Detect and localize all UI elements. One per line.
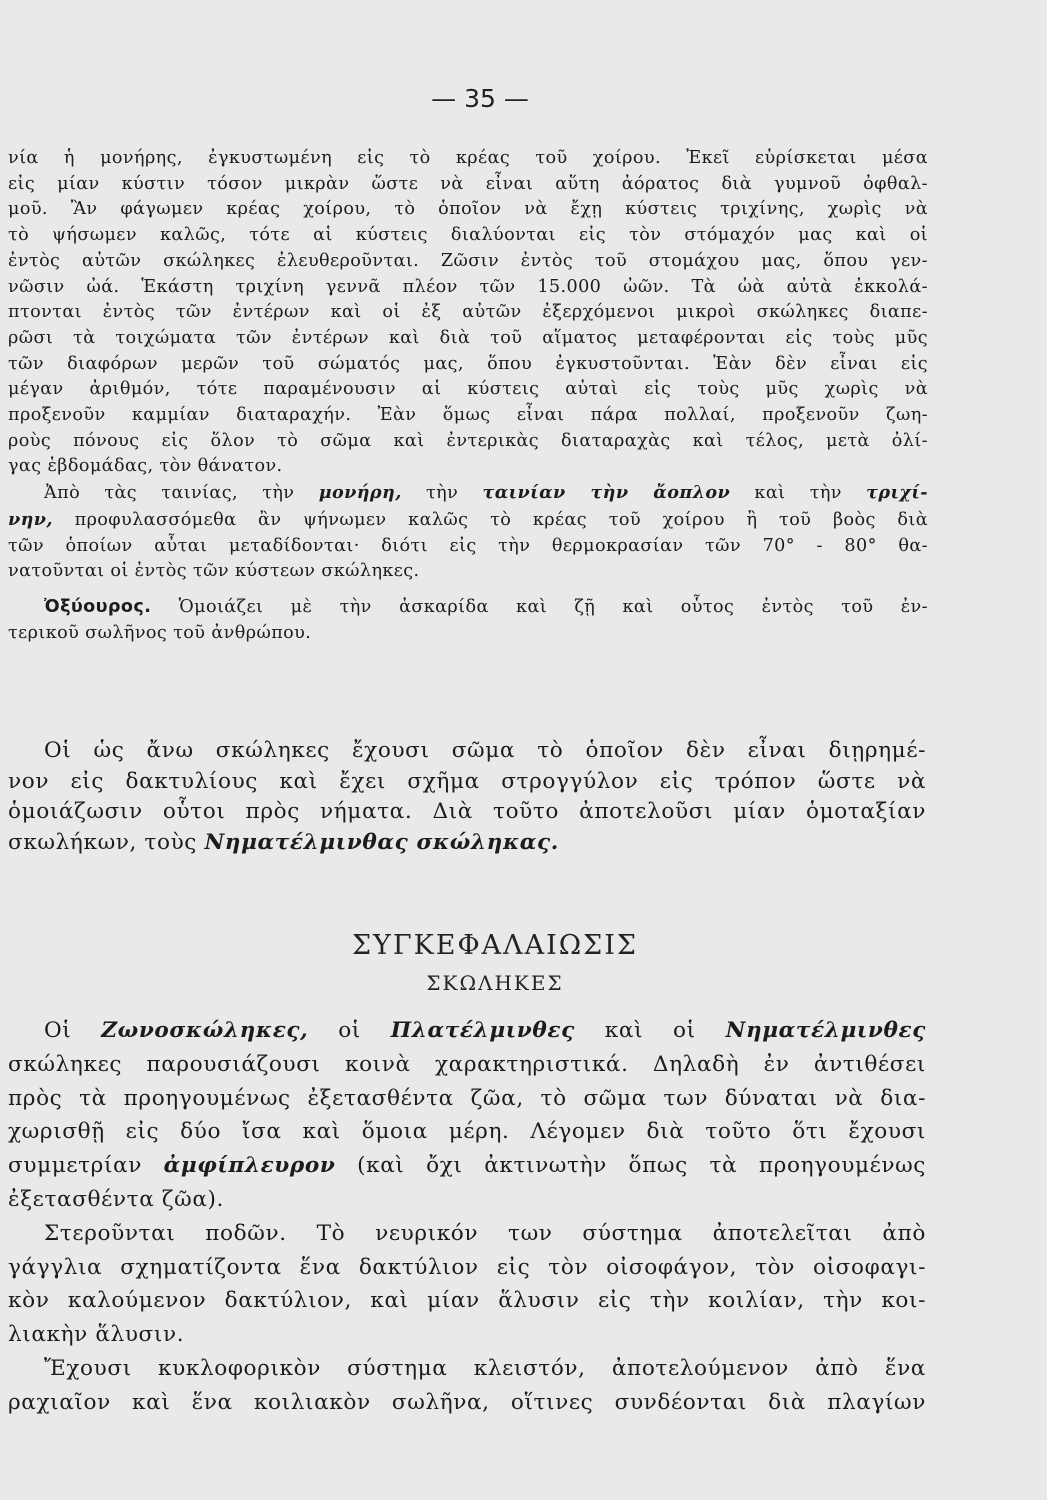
text-run: τὸ ψήσωμεν καλῶς, τότε αἱ κύστεις διαλύονται εἰς τὸν στόμαχόν μας καὶ οἱ — [8, 225, 928, 246]
text-line — [8, 559, 928, 585]
section-heading: ΣΥΓΚΕΦΑΛΑΙΩΣΙΣ — [351, 930, 639, 961]
text-run: Οἱ ὡς ἄνω σκώληκες ἔχουσι σῶμα τὸ ὁποῖον δὲν εἶναι διῃρημέ- — [44, 738, 926, 763]
text-run: καὶ τὴν — [730, 483, 867, 504]
text-run: προφυλασσόμεθα ἂν ψήνωμεν καλῶς τὸ κρέας τοῦ χοίρου ἢ τοῦ βοὸς διὰ — [52, 509, 928, 530]
text-run: μοῦ. Ἂν φάγωμεν κρέας χοίρου, τὸ ὁποῖον νὰ ἔχῃ κύστεις τριχίνης, χωρὶς νὰ — [8, 199, 928, 220]
emphasized-term: Πλατέλμινθες — [390, 1018, 575, 1043]
text-run: γας ἑβδομάδας, τὸν θάνατον. — [8, 456, 283, 477]
text-line — [8, 326, 928, 352]
text-run: εἰς μίαν κύστιν τόσον μικρὰν ὥστε νὰ εἶναι αὕτη ἀόρατος διὰ γυμνοῦ ὀφθαλ- — [8, 173, 928, 194]
text-run: (καὶ ὄχι ἀκτινωτὴν ὅπως τὰ προηγουμένως — [335, 1153, 926, 1179]
text-run: τῶν διαφόρων μερῶν τοῦ σώματός μας, ὅπου ἐγκυστοῦνται. Ἐὰν δὲν εἶναι εἰς — [8, 353, 928, 374]
text-line — [8, 1217, 926, 1251]
text-line — [8, 377, 928, 403]
emphasized-term: μονήρη, — [318, 482, 402, 504]
text-run: προξενοῦν καμμίαν διαταραχήν. Ἐὰν ὅμως εἶναι πάρα πολλαί, προξενοῦν ζωη- — [8, 405, 928, 426]
text-run: ὁμοιάζωσιν οὗτοι πρὸς νήματα. Διὰ τοῦτο ἀποτελοῦσι μίαν ὁμοταξίαν — [8, 799, 926, 825]
text-run: συμμετρίαν — [8, 1153, 164, 1179]
paragraph-nematodes — [8, 736, 926, 858]
emphasized-term: Ζωνοσκώληκες, — [101, 1018, 309, 1043]
text-line — [8, 1048, 926, 1082]
text-run: πτονται ἐντὸς τῶν ἐντέρων καὶ οἱ ἐξ αὐτῶν ἐξερχόμενοι μικροὶ σκώληκες διαπε- — [8, 302, 928, 323]
text-line — [8, 454, 928, 480]
text-run: τὴν — [401, 483, 483, 504]
text-line — [8, 1352, 926, 1386]
text-line — [8, 767, 926, 798]
text-run: ραχιαῖον καὶ ἕνα κοιλιακὸν σωλῆνα, οἵτινες συνδέονται διὰ πλαγίων — [8, 1389, 926, 1415]
text-run: Ἔχουσι κυκλοφορικὸν σύστημα κλειστόν, ἀποτελούμενον ἀπὸ ἕνα — [44, 1355, 926, 1381]
text-line — [8, 223, 928, 249]
summary-paragraphs — [8, 1014, 926, 1420]
text-run: Οἱ — [44, 1018, 102, 1043]
text-line — [8, 507, 928, 534]
text-line — [8, 621, 928, 647]
emphasized-term: Νηματέλμινθες — [725, 1018, 926, 1043]
blank-line — [8, 585, 928, 595]
emphasized-term: τριχί- — [866, 482, 928, 504]
text-run: κὸν καλούμενον δακτύλιον, καὶ μίαν ἅλυσιν εἰς τὴν κοιλίαν, τὴν κοι- — [8, 1288, 926, 1314]
text-line — [8, 736, 926, 767]
text-line — [8, 300, 928, 326]
text-run: πρὸς τὰ προηγουμένως ἐξετασθέντα ζῶα, τὸ σῶμα των δύναται νὰ δια- — [8, 1085, 926, 1111]
text-line — [8, 1318, 926, 1352]
text-line — [8, 429, 928, 455]
text-line — [8, 1014, 926, 1048]
text-run: οἱ — [308, 1018, 391, 1043]
text-line — [8, 1183, 926, 1217]
text-run: ἐξετασθέντα ζῶα). — [8, 1186, 225, 1212]
page-number: — 35 — — [431, 84, 529, 113]
text-run: σκώληκες παρουσιάζουσι κοινὰ χαρακτηριστικά. Δηλαδὴ ἐν ἀντιθέσει — [8, 1051, 926, 1077]
emphasized-term: ταινίαν τὴν ἄοπλον — [482, 482, 731, 504]
text-run: ρῶσι τὰ τοιχώματα τῶν ἐντέρων καὶ διὰ τοῦ αἵματος μεταφέρονται εἰς τοὺς μῦς — [8, 327, 928, 348]
text-line — [8, 146, 928, 172]
text-run: ροὺς πόνους εἰς ὅλον τὸ σῶμα καὶ ἐντερικὰς διαταραχὰς καὶ τέλος, μετὰ ὀλί- — [8, 430, 928, 451]
text-line — [8, 1284, 926, 1318]
emphasized-term: ἀμφίπλευρον — [163, 1153, 336, 1179]
text-line — [8, 828, 926, 859]
emphasized-term: Νηματέλμινθας σκώληκας. — [204, 829, 559, 855]
text-line — [8, 797, 926, 828]
text-run: σκωλήκων, τοὺς — [8, 829, 205, 855]
text-run: χωρισθῇ εἰς δύο ἴσα καὶ ὅμοια μέρη. Λέγομεν διὰ τοῦτο ὅτι ἔχουσι — [8, 1119, 926, 1145]
text-line — [8, 480, 928, 507]
text-line — [8, 1082, 926, 1116]
text-line — [8, 249, 928, 275]
text-line — [8, 534, 928, 560]
section-subheading: ΣΚΩΛΗΚΕΣ — [426, 971, 564, 995]
text-line — [8, 275, 928, 301]
text-run: Στεροῦνται ποδῶν. Τὸ νευρικόν των σύστημα ἀποτελεῖται ἀπὸ — [44, 1220, 926, 1246]
paragraph-block-small — [8, 146, 928, 646]
text-line — [8, 1149, 926, 1183]
text-run: λιακὴν ἅλυσιν. — [8, 1322, 185, 1348]
text-run: Ὁμοιάζει μὲ τὴν ἀσκαρίδα καὶ ζῇ καὶ οὗτος ἐντὸς τοῦ ἐν- — [151, 596, 928, 617]
text-run: Ἀπὸ τὰς ταινίας, τὴν — [44, 483, 319, 504]
text-run: τερικοῦ σωλῆνος τοῦ ἀνθρώπου. — [8, 622, 312, 643]
emphasized-term: νην, — [8, 508, 53, 530]
text-line — [8, 1386, 926, 1420]
text-line — [8, 1115, 926, 1149]
text-run: τῶν ὁποίων αὗται μεταδίδονται· διότι εἰς τὴν θερμοκρασίαν τῶν 70° - 80° θα- — [8, 535, 928, 556]
text-line — [8, 172, 928, 198]
emphasized-term: Ὀξύουρος. — [44, 596, 152, 617]
text-run: νία ἡ μονήρης, ἐγκυστωμένη εἰς τὸ κρέας τοῦ χοίρου. Ἐκεῖ εὑρίσκεται μέσα — [8, 148, 928, 168]
text-line — [8, 1251, 926, 1285]
text-line — [8, 197, 928, 223]
text-run: νῶσιν ὠά. Ἑκάστη τριχίνη γεννᾶ πλέον τῶν 15.000 ὠῶν. Τὰ ὠὰ αὐτὰ ἐκκολά- — [8, 276, 928, 297]
text-line — [8, 403, 928, 429]
text-run: καὶ οἱ — [574, 1018, 726, 1043]
text-line — [8, 352, 928, 378]
text-run: γάγγλια σχηματίζοντα ἕνα δακτύλιον εἰς τὸν οἰσοφάγον, τὸν οἰσοφαγι- — [8, 1254, 926, 1280]
text-run: μέγαν ἀριθμόν, τότε παραμένουσιν αἱ κύστεις αὐταὶ εἰς τοὺς μῦς χωρὶς νὰ — [8, 379, 928, 400]
text-line — [8, 595, 928, 621]
text-run: ἐντὸς αὐτῶν σκώληκες ἐλευθεροῦνται. Ζῶσιν ἐντὸς τοῦ στομάχου μας, ὅπου γεν- — [8, 250, 928, 271]
text-run: νον εἰς δακτυλίους καὶ ἔχει σχῆμα στρογγύλον εἰς τρόπον ὥστε νὰ — [8, 768, 926, 794]
text-run: νατοῦνται οἱ ἐντὸς τῶν κύστεων σκώληκες. — [8, 561, 420, 582]
